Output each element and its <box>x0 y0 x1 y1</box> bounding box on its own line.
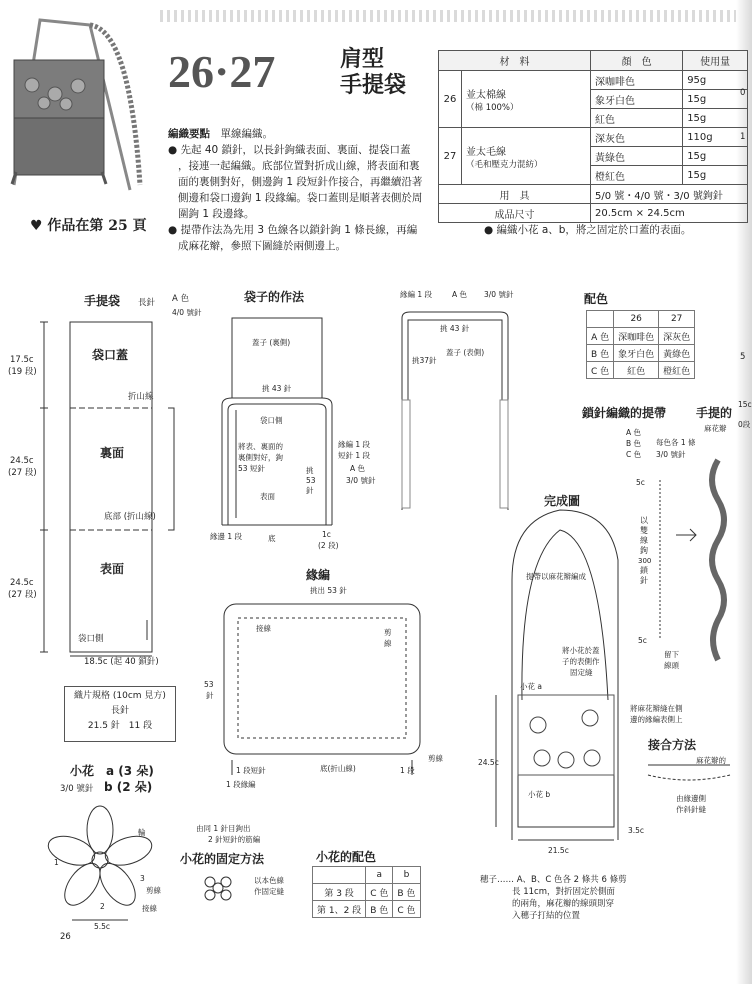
color-head: 27 <box>659 311 695 328</box>
bullet-3: ● 編織小花 a、b，將之固定於口蓋的表面。 <box>484 224 692 236</box>
bag-color: A 色 <box>172 294 190 304</box>
finished-fix1: 將小花於蓋 <box>562 646 600 655</box>
method-pick: 挑 43 針 <box>262 384 292 393</box>
join-title: 接合方法 <box>648 738 697 752</box>
edge-53: 53 <box>204 680 214 689</box>
strap-v: 線 <box>640 536 648 545</box>
finished-fa: 小花 a <box>520 682 542 691</box>
method-lid: 蓋子 (裏側) <box>252 338 291 347</box>
pattern-number: 26·27 <box>168 46 276 97</box>
instructions-heading: 編織要點 單線編織。 <box>168 128 273 140</box>
fix-note2: 作固定縫 <box>254 887 284 896</box>
yarn-26-sub: （棉 100%） <box>466 102 519 113</box>
finished-h: 24.5c <box>478 758 499 767</box>
finished-fb: 小花 b <box>528 790 551 799</box>
edge-text: 15c <box>738 400 752 409</box>
flower-size: 5.5c <box>94 922 111 931</box>
method-2rows: (2 段) <box>318 541 339 550</box>
size-label: 成品尺寸 <box>439 204 591 223</box>
strap-d2: 5c <box>638 636 647 645</box>
gauge-box <box>64 686 176 742</box>
color-cell: 紅色 <box>614 362 659 379</box>
fix-title: 小花的固定方法 <box>180 852 265 866</box>
finished-sew1: 將麻花辮縫在側 <box>630 704 683 713</box>
strap-hook: 3/0 號針 <box>656 450 686 459</box>
strap-keep1: 留下 <box>664 650 679 659</box>
method-pick4: 針 <box>306 486 314 495</box>
color-cell: 橙紅色 <box>659 362 695 379</box>
finished-fix2: 子的表側作 <box>562 657 600 666</box>
method-edge1: 緣編 1 段 <box>338 440 371 449</box>
dim-back-rows: (27 段) <box>8 468 37 478</box>
yarn-26 <box>462 71 591 128</box>
amount-cell: 110g <box>683 128 748 147</box>
section-back: 裏面 <box>100 446 125 460</box>
method-top: 緣編 1 段 <box>400 290 433 299</box>
fc-cell: C 色 <box>393 901 420 918</box>
colors-title: 配色 <box>584 292 609 306</box>
join-sew2: 作斜針縫 <box>676 805 706 814</box>
tassel-line: 長 11cm，對折固定於側面 <box>512 887 615 897</box>
edge-cut: 剪 <box>384 628 392 637</box>
bullet-1: ● 先起 40 鎖針，以長針鉤織表面、裏面、提袋口蓋 <box>168 144 411 156</box>
tassel-line: 的兩角，麻花辮的線頭則穿 <box>512 899 615 909</box>
tools-value: 5/0 號・4/0 號・3/0 號鉤針 <box>591 185 748 204</box>
group-no-26: 26 <box>439 71 462 128</box>
edge-short: 1 段短針 <box>236 766 266 775</box>
strap-v: 300 <box>638 557 652 565</box>
fc-cell: 第 3 段 <box>313 884 366 901</box>
color-cell: 橙紅色 <box>591 166 683 185</box>
amount-cell: 15g <box>683 147 748 166</box>
dim-front-rows: (27 段) <box>8 590 37 600</box>
flower-n3: 3 <box>140 874 145 883</box>
method-bottom: 底 <box>268 534 276 543</box>
edge-bottom: 底(折山線) <box>320 764 356 773</box>
join-braid: 麻花辮的 <box>696 756 726 765</box>
bottom-fold: 底部 (折山線) <box>104 512 156 522</box>
yarn-26-name: 並太棉線 <box>466 89 506 101</box>
amount-cell: 15g <box>683 90 748 109</box>
strap-v: 鉤 <box>640 546 648 555</box>
edge-r1: 1 段 <box>400 766 415 775</box>
edge-text: 0 <box>740 88 746 98</box>
legend-2: 2 針短針的筋編 <box>208 835 261 844</box>
flower-title: 小花 a (3 朵) <box>70 764 154 778</box>
strap-vertical <box>638 516 650 586</box>
instructions <box>168 126 422 254</box>
yarn-27-name: 並太毛線 <box>466 146 506 158</box>
method-ac: A 色 <box>350 464 366 473</box>
finished-braid: 提帶以麻花辮編成 <box>526 572 586 581</box>
strap-keep2: 線頭 <box>664 661 679 670</box>
color-cell: 黃綠色 <box>659 345 695 362</box>
method-mouth: 袋口側 <box>260 416 283 425</box>
flower-join: 接線 <box>142 904 157 913</box>
title-line2: 手提袋 <box>340 72 407 98</box>
color-cell: 紅色 <box>591 109 683 128</box>
fc-cell: B 色 <box>366 901 393 918</box>
finished-sew2: 邊的緣編表側上 <box>630 715 683 724</box>
finished-fix3: 固定縫 <box>570 668 593 677</box>
strap-v: 以 <box>640 516 648 525</box>
flower-n1: 1 <box>54 858 59 867</box>
header-materials: 材 料 <box>439 51 591 71</box>
fc-head: b <box>393 867 420 884</box>
strap-title: 鎖針編織的提帶 <box>582 406 667 420</box>
bag-hook: 4/0 號針 <box>172 308 202 317</box>
gauge-value: 21.5 針 11 段 <box>87 721 153 731</box>
color-cell: 深灰色 <box>591 128 683 147</box>
edge-text: 0段 <box>738 420 751 429</box>
strap-each: 每色各 1 條 <box>656 438 696 447</box>
legend-1: 由同 1 針目鉤出 <box>196 824 251 833</box>
strap-v: 鎖 <box>640 566 648 575</box>
method-pick3: 53 <box>306 476 316 485</box>
materials-table <box>438 50 748 223</box>
edge-53b: 針 <box>206 691 214 700</box>
page-reference: ♥ 作品在第 25 頁 <box>30 218 147 234</box>
edge-text: 1 <box>740 132 746 142</box>
fc-head: a <box>366 867 393 884</box>
edge-text: 5 <box>740 352 746 362</box>
bullet-2: ● 提帶作法為先用 3 色線各以鎖針鉤 1 條長線，再編 <box>168 224 418 236</box>
dim-lid: 17.5c <box>10 355 34 365</box>
method-note2: 裏側對好，鉤 <box>238 453 283 462</box>
color-cell: 象牙白色 <box>614 345 659 362</box>
strap-v: 針 <box>640 576 648 585</box>
size-value: 20.5cm × 24.5cm <box>591 204 748 223</box>
bullet-1-line: 側邊和袋口邊鉤 1 段緣編。袋口蓋則是順著表側於周 <box>178 192 423 204</box>
method-face: 表面 <box>260 492 275 501</box>
gauge-title: 織片規格 (10cm 見方) <box>74 691 166 701</box>
strap-d1: 5c <box>636 478 645 487</box>
strap-a: A 色 <box>626 428 642 437</box>
group-no-27: 27 <box>439 128 462 185</box>
color-cell: A 色 <box>587 328 614 345</box>
amount-cell: 15g <box>683 109 748 128</box>
dim-front: 24.5c <box>10 578 34 588</box>
method-pick43: 挑 43 針 <box>440 324 470 333</box>
edge-join: 接線 <box>256 624 271 633</box>
flower-ring: 輪 <box>138 828 146 837</box>
bag-width: 18.5c (起 40 鎖針) <box>84 657 159 667</box>
top-lace-border <box>160 10 752 22</box>
tassel-line: 入穗子打結的位置 <box>512 911 581 921</box>
finished-w: 21.5c <box>548 846 569 855</box>
colors-table <box>586 310 695 379</box>
tassel-line: 穗子…… A、B、C 色各 2 條共 6 條剪 <box>480 875 627 885</box>
yarn-27-sub: （毛和壓克力混紡） <box>466 159 543 170</box>
flower-b: b (2 朵) <box>104 780 153 794</box>
edge-r2: 剪線 <box>428 754 443 763</box>
header-amount: 使用量 <box>683 51 748 71</box>
color-cell: 深咖啡色 <box>591 71 683 90</box>
finished-title: 完成圖 <box>544 494 581 508</box>
strap-b: B 色 <box>626 439 642 448</box>
method-topA: A 色 <box>452 290 468 299</box>
dim-lid-rows: (19 段) <box>8 367 37 377</box>
dim-back: 24.5c <box>10 456 34 466</box>
color-cell: C 色 <box>587 362 614 379</box>
bag-title: 手提袋 <box>84 294 121 308</box>
method-edge2: 短針 1 段 <box>338 451 371 460</box>
method-pick2: 挑 <box>306 466 314 475</box>
tools-label: 用 具 <box>439 185 591 204</box>
color-head <box>587 311 614 328</box>
fc-head <box>313 867 366 884</box>
strap-braid: 麻花辮 <box>704 424 727 433</box>
section-front: 表面 <box>100 562 125 576</box>
tassel-note <box>480 874 627 922</box>
amount-cell: 95g <box>683 71 748 90</box>
method-topHook: 3/0 號針 <box>484 290 514 299</box>
color-cell: 深灰色 <box>659 328 695 345</box>
color-head: 26 <box>614 311 659 328</box>
header-color: 顏 色 <box>591 51 683 71</box>
bullet-1-line: ，接連一起編織。底部位置對折成山線，將表面和裏 <box>178 160 420 172</box>
method-lid2: 蓋子 (表側) <box>446 348 485 357</box>
mouth-side: 袋口側 <box>78 634 104 644</box>
strap-title2: 手提的 <box>696 406 733 420</box>
color-cell: 象牙白色 <box>591 90 683 109</box>
method-1c: 1c <box>322 530 331 539</box>
method-note3: 53 短針 <box>238 464 265 473</box>
flower-hook: 3/0 號針 <box>60 784 94 794</box>
edge-title: 緣編 <box>306 568 331 582</box>
bag-stitch: 長針 <box>138 298 156 308</box>
fc-cell: 第 1、2 段 <box>313 901 366 918</box>
fc-cell: C 色 <box>366 884 393 901</box>
flower-color-table <box>312 866 421 918</box>
color-cell: 黃綠色 <box>591 147 683 166</box>
page-number: 26 <box>60 932 71 942</box>
section-lid: 袋口蓋 <box>92 348 129 362</box>
method-title: 袋子的作法 <box>244 290 305 304</box>
method-left: 緣邊 1 段 <box>210 532 243 541</box>
edge-edge: 1 段緣編 <box>226 780 256 789</box>
amount-cell: 15g <box>683 166 748 185</box>
gauge-type: 長針 <box>110 706 129 716</box>
fold-line: 折山線 <box>128 392 154 402</box>
edge-pick: 挑出 53 針 <box>310 586 347 595</box>
strap-c: C 色 <box>626 450 642 459</box>
color-cell: B 色 <box>587 345 614 362</box>
flower-cut: 剪線 <box>146 886 161 895</box>
color-cell: 深咖啡色 <box>614 328 659 345</box>
bullet-2-line: 成麻花辮，參照下圖縫於兩側邊上。 <box>178 240 346 252</box>
join-sew1: 由緣邊側 <box>676 794 706 803</box>
fc-cell: B 色 <box>393 884 420 901</box>
method-hook: 3/0 號針 <box>346 476 376 485</box>
edge-cut2: 線 <box>384 639 392 648</box>
strap-v: 雙 <box>640 526 648 535</box>
yarn-27 <box>462 128 591 185</box>
finished-d: 3.5c <box>628 826 645 835</box>
title-line1: 肩型 <box>340 46 385 72</box>
method-note1: 將表、裏面的 <box>238 442 283 451</box>
method-pick37: 挑37針 <box>412 356 437 365</box>
bullet-1-line: 圍鉤 1 段邊緣。 <box>178 208 255 220</box>
flower-n2: 2 <box>100 902 105 911</box>
flower-color-title: 小花的配色 <box>316 850 377 864</box>
bullet-1-line: 面的裏側對好，側邊鉤 1 段短針作接合，再繼續沿著 <box>178 176 423 188</box>
fix-note1: 以本色線 <box>254 876 284 885</box>
